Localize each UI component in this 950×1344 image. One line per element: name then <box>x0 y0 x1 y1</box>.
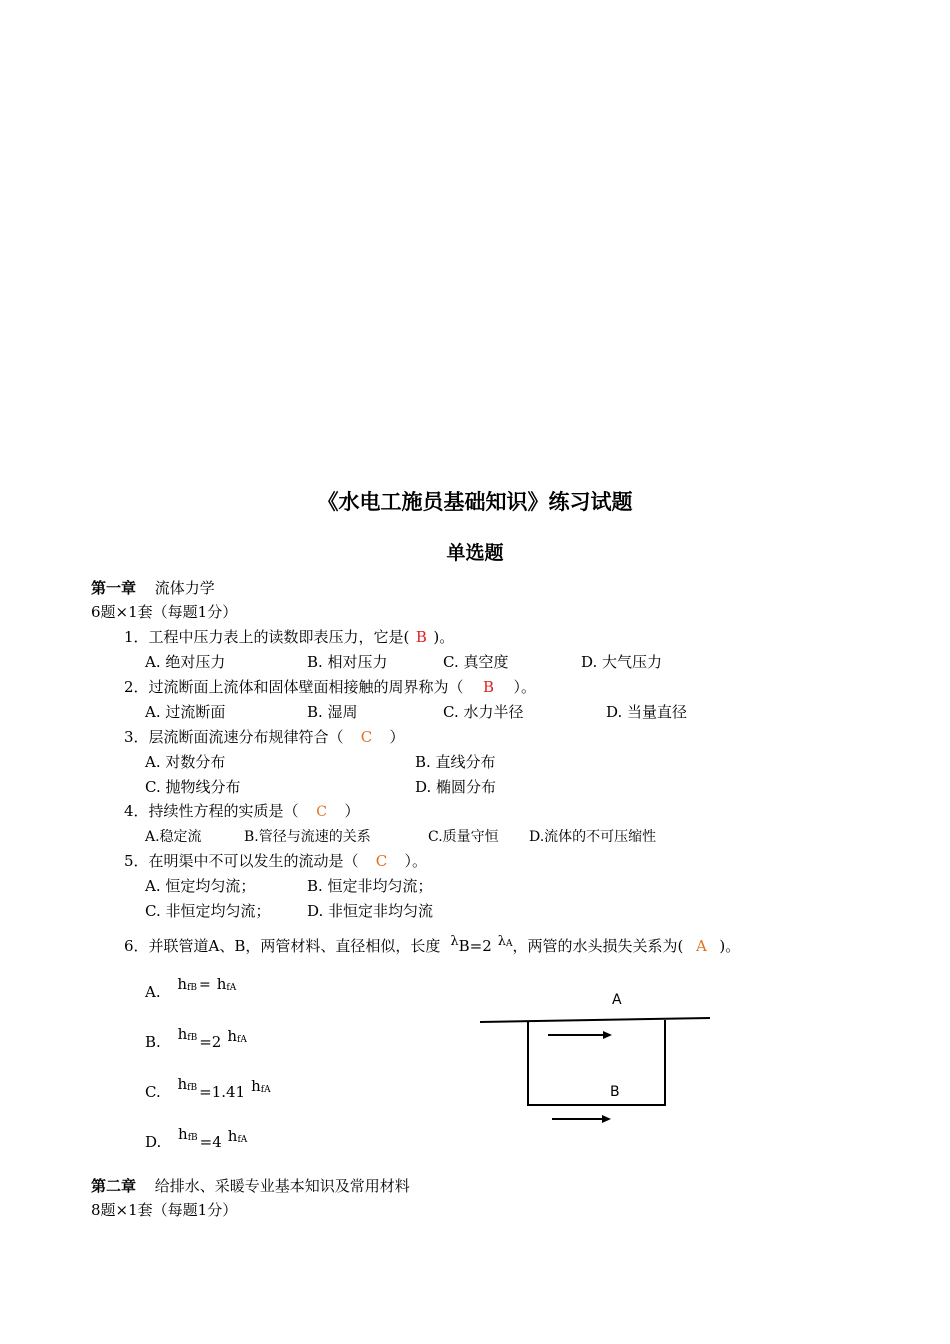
question-2-answer: B <box>483 678 495 696</box>
question-6-option-d <box>145 1125 248 1156</box>
chapter-1-heading <box>91 578 215 598</box>
parallel-pipe-figure <box>470 980 720 1140</box>
option-b-label: B. <box>145 1033 161 1051</box>
h-fa-subscript: fA <box>237 1135 248 1145</box>
lambda-a-symbol: λ <box>497 934 507 949</box>
chapter-2-number: 第二章 <box>91 1177 137 1195</box>
h-fb-symbol: h <box>177 1025 188 1043</box>
h-fb-symbol: h <box>177 975 188 993</box>
question-5-stem-end: ）。 <box>404 852 428 870</box>
question-6-option-c <box>145 1075 271 1106</box>
pipe-b-loop <box>528 1020 665 1105</box>
h-fb-subscript: fB <box>187 1083 198 1093</box>
chapter-1-name: 流体力学 <box>154 579 215 597</box>
question-5-answer: C <box>375 852 388 870</box>
question-4-stem-end: ） <box>344 802 360 820</box>
question-6-option-b <box>145 1025 247 1056</box>
h-fa-symbol: h <box>216 975 227 993</box>
h-fb-symbol: h <box>177 1075 188 1093</box>
question-1-option-c: C. 真空度 <box>443 653 509 671</box>
question-6-option-a <box>145 975 237 1006</box>
question-6-stem-end: )。 <box>719 937 741 955</box>
h-fb-symbol: h <box>178 1125 188 1143</box>
chapter-2-heading <box>91 1176 410 1196</box>
question-2-stem <box>124 677 536 697</box>
h-fb-subscript: fB <box>187 983 198 993</box>
question-2-option-a: A. 过流断面 <box>145 703 226 721</box>
question-6-stem-mid: ，两管的水头损失关系为( <box>512 937 684 955</box>
question-6-answer: A <box>695 937 707 955</box>
question-4-answer: C <box>316 804 327 820</box>
question-3-stem <box>124 727 405 747</box>
option-a-formula <box>177 975 236 993</box>
option-d-rhs <box>228 1127 248 1145</box>
question-4-stem-text: 4．持续性方程的实质是（ <box>124 802 299 820</box>
question-3-answer: C <box>360 728 373 746</box>
question-3-option-a: A. 对数分布 <box>145 753 226 771</box>
page-title: 《水电工施员基础知识》练习试题 <box>317 490 633 514</box>
option-a-relation: = <box>199 977 211 993</box>
h-fa-symbol: h <box>227 1027 237 1045</box>
h-fa-symbol: h <box>251 1077 261 1095</box>
lambda-b-symbol: λ <box>450 934 459 949</box>
option-d-relation: =4 <box>199 1133 222 1151</box>
question-4-option-c: C.质量守恒 <box>428 829 499 845</box>
flow-arrow-a-head <box>603 1031 612 1039</box>
question-6-stem-text: 6．并联管道A、B，两管材料、直径相似，长度 <box>124 937 441 955</box>
question-3-option-c: C. 抛物线分布 <box>145 778 241 796</box>
flow-arrow-b-head <box>602 1115 611 1123</box>
chapter-1-number: 第一章 <box>91 579 137 597</box>
question-4-option-b: B.管径与流速的关系 <box>244 829 371 845</box>
question-3-option-b: B. 直线分布 <box>415 753 496 771</box>
h-fa-subscript: fA <box>260 1085 271 1095</box>
question-1-stem-end: )。 <box>433 628 455 646</box>
option-b-relation: =2 <box>199 1033 222 1051</box>
pipe-b-label: B <box>610 1084 620 1100</box>
question-1-option-b: B. 相对压力 <box>307 653 388 671</box>
section-title: 单选题 <box>446 542 504 564</box>
h-fb-subscript: fB <box>187 1033 198 1043</box>
h-fb-subscript: fB <box>187 1133 198 1143</box>
chapter-2-quota: 8题×1套（每题1分） <box>91 1201 238 1219</box>
option-a-label: A. <box>145 983 161 1001</box>
question-1-option-d: D. 大气压力 <box>581 653 663 671</box>
question-4-option-a: A.稳定流 <box>145 829 202 845</box>
question-2-stem-text: 2．过流断面上流体和固体壁面相接触的周界称为（ <box>124 678 464 696</box>
question-5-stem-text: 5．在明渠中不可以发生的流动是（ <box>124 852 359 870</box>
question-4-stem <box>124 801 360 822</box>
lambda-b-relation: B=2 <box>458 937 492 955</box>
question-4-option-d: D.流体的不可压缩性 <box>529 829 657 845</box>
option-c-rhs <box>251 1077 271 1095</box>
question-1-answer: B <box>415 628 427 646</box>
option-d-label: D. <box>145 1133 162 1151</box>
option-c-relation: =1.41 <box>199 1083 246 1101</box>
question-5-option-b: B. 恒定非均匀流； <box>307 877 433 895</box>
question-2-option-b: B. 湿周 <box>307 703 358 721</box>
question-1-stem <box>124 627 454 647</box>
chapter-2-name: 给排水、采暖专业基本知识及常用材料 <box>154 1177 410 1195</box>
option-b-formula <box>178 1025 198 1043</box>
question-5-stem <box>124 851 427 871</box>
pipe-a-line <box>480 1018 710 1022</box>
h-fa-symbol: h <box>227 1127 238 1145</box>
question-3-option-d: D. 椭圆分布 <box>415 778 497 796</box>
lambda-a-subscript: A <box>506 939 513 949</box>
question-5-option-c: C. 非恒定均匀流； <box>145 902 271 920</box>
option-c-label: C. <box>145 1083 161 1101</box>
question-2-option-c: C. 水力半径 <box>443 703 524 721</box>
question-3-stem-text: 3．层流断面流速分布规律符合（ <box>124 728 344 746</box>
option-d-formula <box>178 1125 198 1143</box>
h-fa-subscript: fA <box>226 983 237 993</box>
question-2-option-d: D. 当量直径 <box>606 703 688 721</box>
h-fa-subscript: fA <box>237 1035 247 1045</box>
option-c-formula <box>178 1075 198 1093</box>
question-3-stem-end: ） <box>389 728 405 746</box>
option-b-rhs <box>227 1027 247 1045</box>
question-1-option-a: A. 绝对压力 <box>145 653 226 671</box>
chapter-1-quota: 6题×1套（每题1分） <box>91 603 238 621</box>
question-5-option-d: D. 非恒定非均匀流 <box>307 902 434 920</box>
question-1-stem-text: 1．工程中压力表上的读数即表压力，它是( <box>124 628 410 646</box>
pipe-a-label: A <box>612 992 622 1008</box>
question-5-option-a: A. 恒定均匀流； <box>145 877 256 895</box>
question-6-stem <box>124 932 740 956</box>
question-2-stem-end: ）。 <box>513 678 537 696</box>
